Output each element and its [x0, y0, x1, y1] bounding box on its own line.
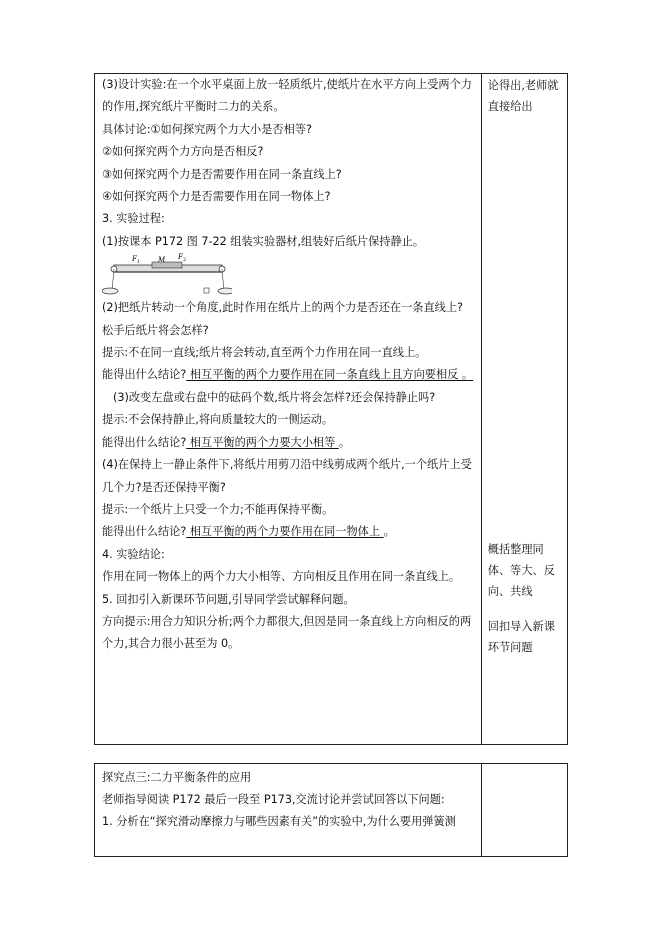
f2-label: F — [178, 253, 183, 262]
discussion-4: ④如何探究两个力是否需要作用在同一物体上? — [102, 190, 331, 204]
design-experiment-text: (3)设计实验:在一个水平桌面上放一轻质纸片,使纸片在水平方向上受两个力的作用,探究纸片平衡时二力的关系。 — [102, 78, 472, 114]
f2-subscript: 2 — [183, 257, 187, 264]
reading-guide: 老师指导阅读 P172 最后一段至 P173,交流讨论并尝试回答以下问题: — [102, 793, 445, 806]
lesson-table-2 — [94, 763, 568, 857]
conclusion-answer: 相互平衡的两个力要作用在同一物体上 — [186, 525, 384, 539]
review-step: 5. 回扣引入新课环节问题,引导同学尝试解释问题。 — [102, 592, 355, 606]
side-column — [481, 764, 567, 857]
question-1: 1. 分析在“探究滑动摩擦力与哪些因素有关”的实验中,为什么要用弹簧测 — [102, 815, 456, 828]
f1-subscript: 1 — [137, 259, 141, 266]
hint-3: 提示:一个纸片上只受一个力;不能再保持平衡。 — [102, 502, 334, 516]
apparatus-diagram — [102, 253, 232, 297]
result-text: 作用在同一物体上的两个力大小相等、方向相反且作用在同一条直线上。 — [102, 570, 461, 584]
conclusion-answer: 相互平衡的两个力要大小相等 — [186, 435, 339, 449]
main-column — [95, 74, 482, 745]
section-heading: 探究点三:二力平衡条件的应用 — [102, 771, 252, 784]
conclusion-prompt: 能得出什么结论? — [102, 368, 187, 382]
conclusion-prompt: 能得出什么结论? — [102, 525, 187, 539]
conclusion-3 — [95, 521, 481, 543]
result-heading: 4. 实验结论: — [102, 547, 165, 561]
conclusion-end: 。 — [383, 525, 395, 539]
process-step-2-b: 松手后纸片将会怎样? — [102, 323, 209, 337]
side-note-1: 论得出,老师就直接给出 — [487, 79, 559, 113]
process-step-3: (3)改变左盘或右盘中的砝码个数,纸片将会怎样?还会保持静止吗? — [113, 390, 436, 404]
lesson-table-1 — [94, 73, 568, 745]
hint-1: 提示:不在同一直线;纸片将会转动,直至两个力作用在同一直线上。 — [102, 346, 427, 360]
process-heading: 3. 实验过程: — [102, 212, 165, 226]
direction-hint: 方向提示:用合力知识分析;两个力都很大,但因是同一条直线上方向相反的两个力,其合力很小甚至为 0。 — [102, 614, 472, 651]
side-note-2: 概括整理同体、等大、反向、共线 — [487, 543, 555, 598]
f1-label: F — [132, 255, 137, 264]
conclusion-answer: 相互平衡的两个力要作用在同一条直线上且方向要相反 。 — [186, 368, 474, 382]
side-column — [481, 74, 567, 745]
hint-2: 提示:不会保持静止,将向质量较大的一侧运动。 — [102, 413, 334, 427]
m-label: M — [158, 256, 166, 265]
conclusion-1 — [95, 364, 481, 386]
discussion-2: ②如何探究两个力方向是否相反? — [102, 145, 264, 159]
process-step-4: (4)在保持上一静止条件下,将纸片用剪刀沿中线剪成两个纸片,一个纸片上受几个力?是否还保持平衡? — [102, 458, 472, 494]
conclusion-prompt: 能得出什么结论? — [102, 435, 187, 449]
discussion-1: 具体讨论:①如何探究两个力大小是否相等? — [102, 122, 312, 136]
apparatus-figure — [95, 253, 481, 297]
process-step-2: (2)把纸片转动一个角度,此时作用在纸片上的两个力是否还在一条直线上? — [102, 301, 463, 315]
side-note-3: 回扣导入新课环节问题 — [487, 620, 555, 654]
main-column — [95, 764, 482, 857]
conclusion-2 — [95, 432, 481, 454]
conclusion-end: 。 — [338, 435, 351, 449]
process-step-1: (1)按课本 P172 图 7-22 组装实验器材,组装好后纸片保持静止。 — [102, 234, 425, 248]
discussion-3: ③如何探究两个力是否需要作用在同一条直线上? — [102, 167, 342, 181]
